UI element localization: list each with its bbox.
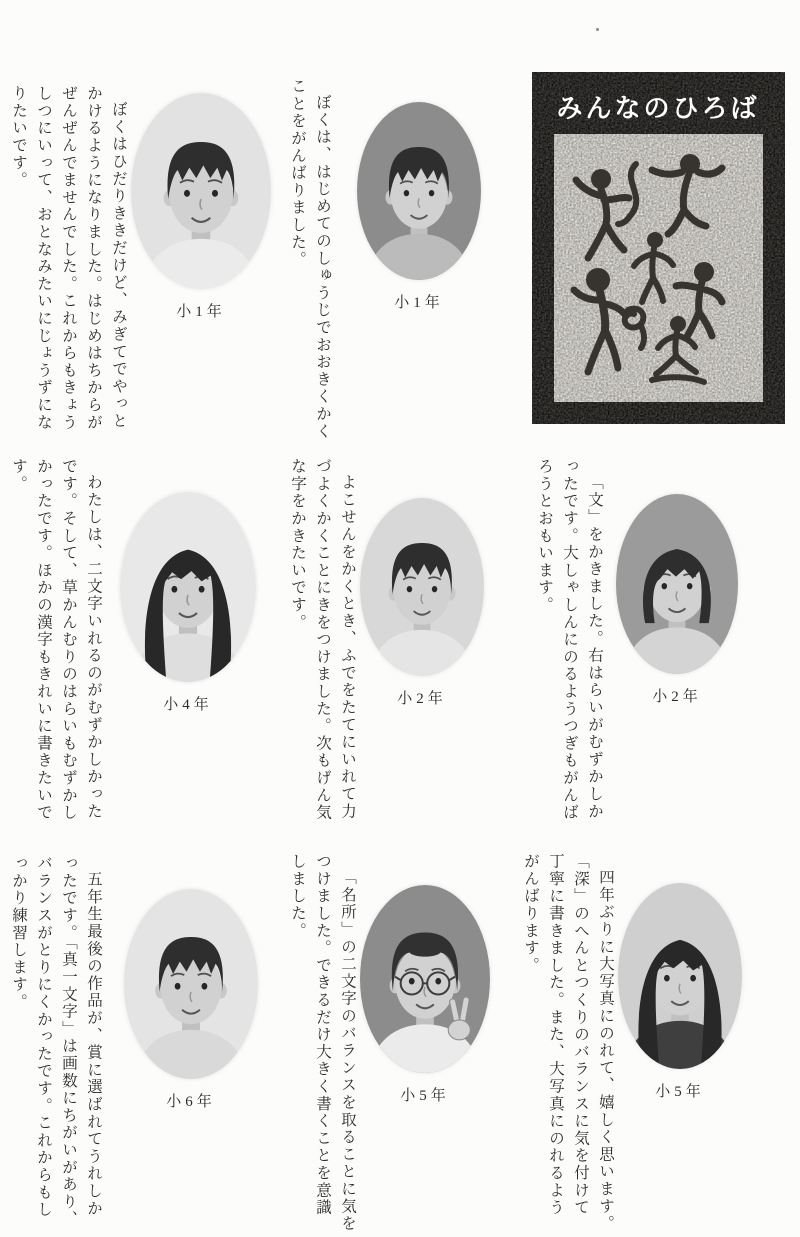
essay-entry	[532, 458, 738, 832]
essay-text: ぼくは、はじめてのしゅうじでおおきくかくことをがんばりました。	[289, 78, 331, 440]
essay-text: よこせんをかくとき、ふでをたてにいれて力づよくかくことにきをつけました。次もげん気な字をかきたいです。	[289, 458, 356, 822]
photo-column	[360, 853, 490, 1233]
child-photo	[120, 492, 256, 682]
essay-entry	[285, 78, 481, 446]
child-photo	[124, 889, 258, 1079]
child-photo	[616, 494, 738, 674]
essay-text: 四年ぶりに大写真にのれて、嬉しく思います。「深」のへんとつくりのバランスに気を付けて丁寧に書きました。また、大写真にのれるようがんばります。	[522, 853, 614, 1232]
banner-title: みんなのひろば	[556, 93, 760, 123]
woodblock-print	[532, 72, 785, 424]
photo-column	[616, 458, 738, 832]
photo-column	[360, 458, 484, 832]
photo-column	[131, 85, 271, 441]
grade-label: 小1年	[176, 304, 226, 320]
essay-entry	[6, 855, 258, 1233]
girl-portrait	[616, 494, 738, 674]
child-photo	[357, 102, 481, 280]
grade-label: 小5年	[655, 1084, 705, 1100]
banner-artwork	[532, 72, 785, 424]
child-photo	[360, 885, 490, 1073]
essay-entry	[285, 853, 481, 1233]
grade-label: 小2年	[397, 691, 447, 707]
grade-label: 小2年	[652, 689, 702, 705]
scan-dust-speck	[596, 28, 599, 31]
essay-entry	[6, 85, 258, 441]
child-photo	[360, 498, 484, 676]
essay-text: 「文」をかきました。右はらいがむずかしかったです。大しゃしんにのるようつぎもがんばろうとおもいます。	[536, 458, 603, 822]
boy-portrait	[131, 93, 271, 289]
photo-column	[124, 855, 258, 1233]
essay-text: ぼくはひだりききだけど、みぎてでやっとかけるようになりました。はじめはちからがぜんぜんでませんでした。これからもきょうしつにいって、おとなみたいにじょうずになりたいです。	[10, 85, 127, 431]
child-photo	[618, 883, 742, 1069]
girl-portrait	[618, 883, 742, 1069]
grade-label: 小4年	[163, 697, 213, 713]
essay-text: わたしは、二文字いれるのがむずかしかったです。そして、草かんむりのはらいもむずかしかったです。ほかの漢字もきれいに書きたいです。	[10, 458, 102, 822]
photo-column	[120, 458, 256, 832]
essay-entry	[518, 853, 738, 1233]
boy-portrait	[360, 498, 484, 676]
girl-portrait	[120, 492, 256, 682]
boy-portrait	[357, 102, 481, 280]
child-photo	[131, 93, 271, 289]
photo-column	[618, 853, 742, 1233]
grade-label: 小1年	[394, 295, 444, 311]
essay-text: 「名所」の二文字のバランスを取ることに気をつけました。できるだけ大きく書くことを意識しました。	[289, 853, 356, 1232]
essay-entry	[6, 458, 256, 832]
grade-label: 小6年	[166, 1094, 216, 1110]
photo-column	[357, 78, 481, 446]
boy-portrait	[124, 889, 258, 1079]
girl-with-glasses-portrait	[360, 885, 490, 1073]
essay-entry	[285, 458, 481, 832]
grade-label: 小5年	[400, 1088, 450, 1104]
essay-text: 五年生最後の作品が、賞に選ばれてうれしかったです。「真一文字」は画数にちがいがあり、バランスがとりにくかったです。これからもしっかり練習します。	[10, 855, 102, 1228]
